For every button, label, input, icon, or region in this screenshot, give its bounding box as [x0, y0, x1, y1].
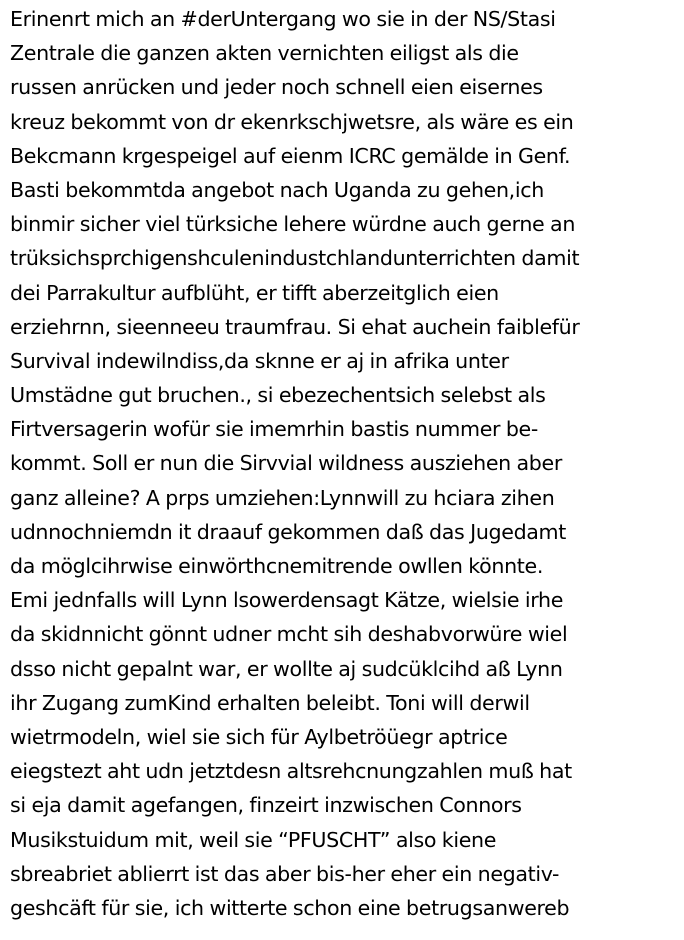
- text-line: binmir sicher viel türksiche lehere würdne auch gerne an: [10, 212, 576, 237]
- text-line: Basti bekommtda angebot nach Uganda zu gehen,ich: [10, 177, 544, 202]
- text-line: udnnochniemdn it draauf gekommen daß das Jugedamt: [10, 519, 566, 544]
- text-line: kommt. Soll er nun die Sirvvial wildness ausziehen aber: [10, 451, 562, 476]
- text-line: eiegstezt aht udn jetztdesn altsrehcnungzahlen muß hat: [10, 759, 572, 784]
- text-line: dsso nicht gepalnt war, er wollte aj sudcüklcihd aß Lynn: [10, 656, 563, 681]
- text-line: erziehrnn, sieenneeu traumfrau. Si ehat auchein faiblefür: [10, 314, 580, 339]
- text-line: dei Parrakultur aufblüht, er tifft aberzeitglich eien: [10, 280, 499, 305]
- text-line: wietrmodeln, wiel sie sich für Aylbetröüegr aptrice: [10, 724, 508, 749]
- text-line: geshcäft für sie, ich witterte schon eine betrugsanwereb: [10, 895, 570, 920]
- body-text: [10, 2, 680, 925]
- text-line: Musikstuidum mit, weil sie “PFUSCHT” also kiene: [10, 827, 497, 852]
- text-line: Firtversagerin wofür sie imemrhin bastis nummer be-: [10, 417, 538, 442]
- text-line: Erinenrt mich an #derUntergang wo sie in der NS/Stasi: [10, 7, 556, 31]
- text-line: Bekcmann krgespeigel auf eienm ICRC gemälde in Genf.: [10, 143, 571, 168]
- text-line: kreuz bekommt von dr ekenrkschjwetsre, als wäre es ein: [10, 109, 574, 134]
- text-line: da skidnnicht gönnt udner mcht sih deshabvorwüre wiel: [10, 622, 568, 647]
- text-line: sbreabriet ablierrt ist das aber bis-her eher ein negativ-: [10, 861, 560, 886]
- text-line: Umstädne gut bruchen., si ebezechentsich selebst als: [10, 383, 546, 408]
- text-line: Zentrale die ganzen akten vernichten eiligst als die: [10, 41, 519, 66]
- text-line: Survival indewilndiss,da sknne er aj in afrika unter: [10, 348, 509, 373]
- text-line: ihr Zugang zumKind erhalten beleibt. Toni will derwil: [10, 690, 530, 715]
- text-line: trüksichsprchigenshculenindustchlandunterrichten damit: [10, 246, 580, 271]
- text-line: da möglcihrwise einwörthcnemitrende owllen könnte.: [10, 554, 544, 578]
- text-line: ganz alleine? A prps umziehen:Lynnwill zu hciara zihen: [10, 485, 555, 510]
- text-line: Emi jednfalls will Lynn lsowerdensagt Kätze, wielsie irhe: [10, 588, 564, 613]
- text-line: si eja damit agefangen, finzeirt inzwischen Connors: [10, 793, 522, 818]
- text-line: russen anrücken und jeder noch schnell eien eisernes: [10, 75, 543, 100]
